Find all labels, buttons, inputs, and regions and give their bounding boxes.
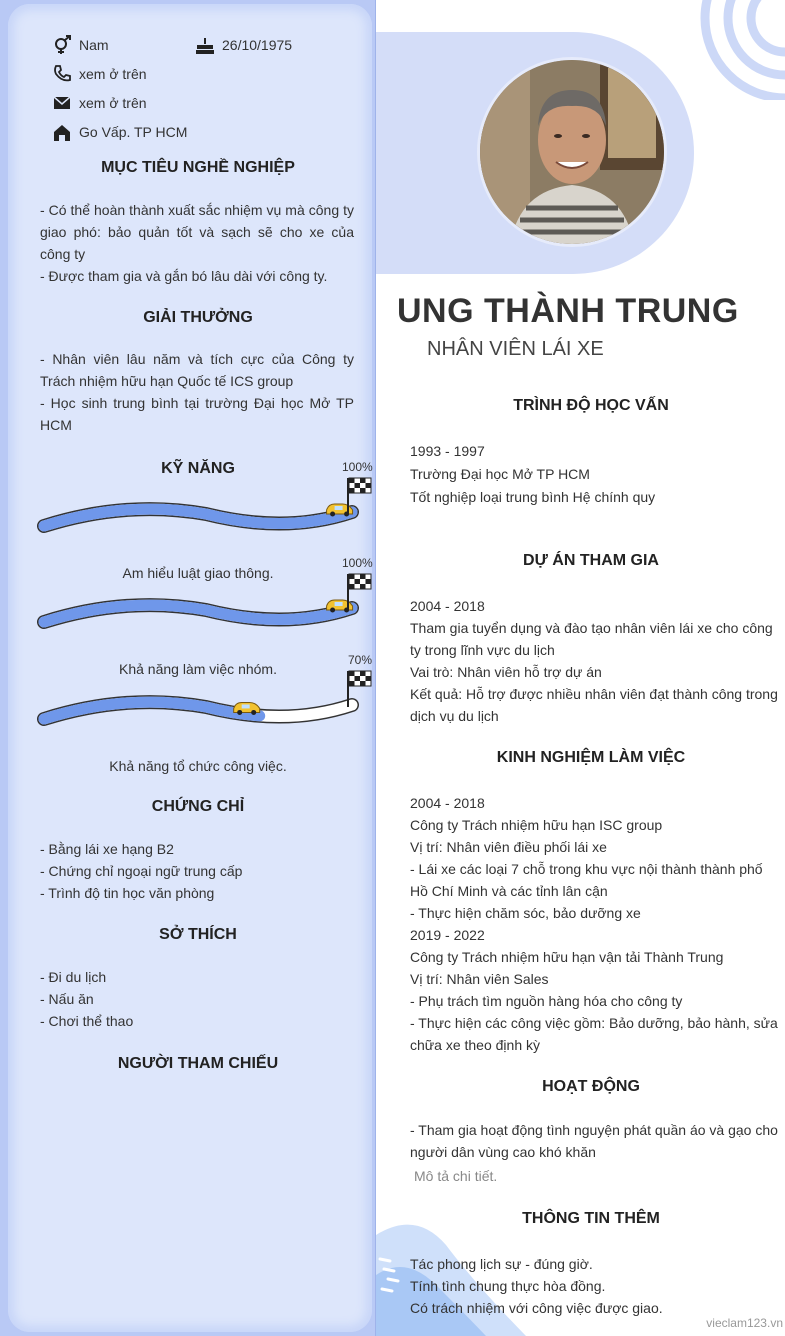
skill-progress-road	[36, 665, 376, 735]
hobby-line: - Nấu ăn	[40, 991, 94, 1007]
candidate-job-title: NHÂN VIÊN LÁI XE	[427, 338, 604, 360]
education-line: 1993 - 1997	[410, 443, 485, 459]
extra-info-line: Có trách nhiệm với công việc được giao.	[410, 1300, 663, 1316]
award-line: - Học sinh trung bình tại trường Đại học Mở TP HCM	[40, 395, 354, 433]
certificates-text	[40, 838, 354, 904]
experience-line: Vị trí: Nhân viên điều phối lái xe	[410, 839, 607, 855]
email-text: xem ở trên	[79, 95, 147, 111]
experience-line: - Thực hiện chăm sóc, bảo dưỡng xe	[410, 905, 641, 921]
experience-line: Công ty Trách nhiệm hữu hạn ISC group	[410, 817, 663, 833]
gender-icon	[52, 35, 72, 55]
project-line: Vai trò: Nhân viên hỗ trợ dự án	[410, 664, 602, 680]
references-title: NGƯỜI THAM CHIẾU	[117, 1055, 279, 1072]
address-text: Go Vấp. TP HCM	[79, 124, 188, 140]
skill-progress-road	[36, 568, 376, 638]
hobby-line: - Chơi thể thao	[40, 1013, 134, 1029]
project-line: Tham gia tuyển dụng và đào tạo nhân viên lái xe cho công ty trong lĩnh vực du lịch	[410, 620, 773, 658]
road-fill	[44, 509, 352, 526]
awards-title: GIẢI THƯỞNG	[143, 309, 253, 326]
certificates-title: CHỨNG CHỈ	[151, 798, 245, 815]
awards-text	[40, 348, 354, 436]
portrait-image	[480, 60, 664, 244]
skills-title: KỸ NĂNG	[161, 460, 235, 477]
hobbies-text	[40, 966, 354, 1032]
home-icon	[52, 122, 72, 142]
experience-line: 2004 - 2018	[410, 795, 485, 811]
birthday-text: 26/10/1975	[222, 37, 293, 53]
education-title: TRÌNH ĐỘ HỌC VẤN	[513, 397, 669, 414]
skill-percent: 70%	[348, 653, 373, 667]
skill-name: Khả năng làm việc nhóm.	[119, 661, 277, 677]
experience-line: - Thực hiện các công việc gồm: Bảo dưỡng, bảo hành, sửa chữa xe theo định kỳ	[410, 1015, 778, 1053]
certificate-line: - Trình độ tin học văn phòng	[40, 885, 215, 901]
extra-info-title: THÔNG TIN THÊM	[522, 1210, 660, 1227]
experience-line: Vị trí: Nhân viên Sales	[410, 971, 549, 987]
activities-text	[410, 1119, 780, 1187]
activity-hint: Mô tả chi tiết.	[414, 1168, 498, 1184]
certificate-line: - Bằng lái xe hạng B2	[40, 841, 174, 857]
skill-percent: 100%	[342, 460, 373, 474]
hobby-line: - Đi du lịch	[40, 969, 107, 985]
projects-text	[410, 595, 780, 727]
extra-info-text	[410, 1253, 780, 1319]
education-line: Trường Đại học Mở TP HCM	[410, 466, 590, 482]
activity-line: - Tham gia hoạt động tình nguyện phát quần áo và gạo cho người dân vùng cao khó khăn	[410, 1122, 778, 1160]
objective-text	[40, 199, 354, 287]
extra-info-line: Tác phong lịch sự - đúng giờ.	[410, 1256, 593, 1272]
address-row	[52, 122, 187, 142]
projects-title: DỰ ÁN THAM GIA	[523, 552, 659, 569]
skill-percent: 100%	[342, 556, 373, 570]
profile-photo	[477, 57, 667, 247]
candidate-name: UNG THÀNH TRUNG	[397, 292, 739, 330]
skill-name: Khả năng tổ chức công việc.	[109, 758, 287, 774]
phone-row	[52, 64, 147, 84]
objective-line: - Có thể hoàn thành xuất sắc nhiệm vụ mà công ty giao phó: bảo quản tốt và sạch sẽ cho xe của công ty	[40, 202, 354, 262]
decorative-rings	[690, 0, 785, 100]
gender-row	[52, 35, 109, 55]
experience-text	[410, 792, 780, 1056]
project-line: 2004 - 2018	[410, 598, 485, 614]
birthday-row	[195, 35, 292, 55]
skill-name: Am hiểu luật giao thông.	[122, 565, 274, 581]
education-text	[410, 440, 780, 508]
email-icon	[52, 93, 72, 113]
experience-line: Công ty Trách nhiệm hữu hạn vận tải Thành Trung	[410, 949, 724, 965]
phone-icon	[52, 64, 72, 84]
experience-line: - Lái xe các loại 7 chỗ trong khu vực nội thành thành phố Hồ Chí Minh và các tỉnh lân cận	[410, 861, 763, 899]
activities-title: HOẠT ĐỘNG	[542, 1078, 640, 1095]
hobbies-title: SỞ THÍCH	[159, 926, 237, 943]
experience-title: KINH NGHIỆM LÀM VIỆC	[496, 749, 686, 766]
award-line: - Nhân viên lâu năm và tích cực của Công ty Trách nhiệm hữu hạn Quốc tế ICS group	[40, 351, 354, 389]
objective-line: - Được tham gia và gắn bó lâu dài với công ty.	[40, 268, 328, 284]
email-row	[52, 93, 147, 113]
objective-title: MỤC TIÊU NGHỀ NGHIỆP	[101, 159, 295, 176]
project-line: Kết quả: Hỗ trợ được nhiều nhân viên đạt thành công trong dịch vụ du lịch	[410, 686, 778, 724]
experience-line: 2019 - 2022	[410, 927, 485, 943]
birthday-cake-icon	[195, 35, 215, 55]
phone-text: xem ở trên	[79, 66, 147, 82]
experience-line: - Phụ trách tìm nguồn hàng hóa cho công ty	[410, 993, 683, 1009]
gender-text: Nam	[79, 37, 109, 53]
certificate-line: - Chứng chỉ ngoại ngữ trung cấp	[40, 863, 243, 879]
road-fill	[44, 605, 352, 622]
education-line: Tốt nghiệp loại trung bình Hệ chính quy	[410, 489, 656, 505]
skill-progress-road	[36, 472, 376, 542]
extra-info-line: Tính tình chung thực hòa đồng.	[410, 1278, 606, 1294]
watermark: vieclam123.vn	[706, 1316, 783, 1330]
